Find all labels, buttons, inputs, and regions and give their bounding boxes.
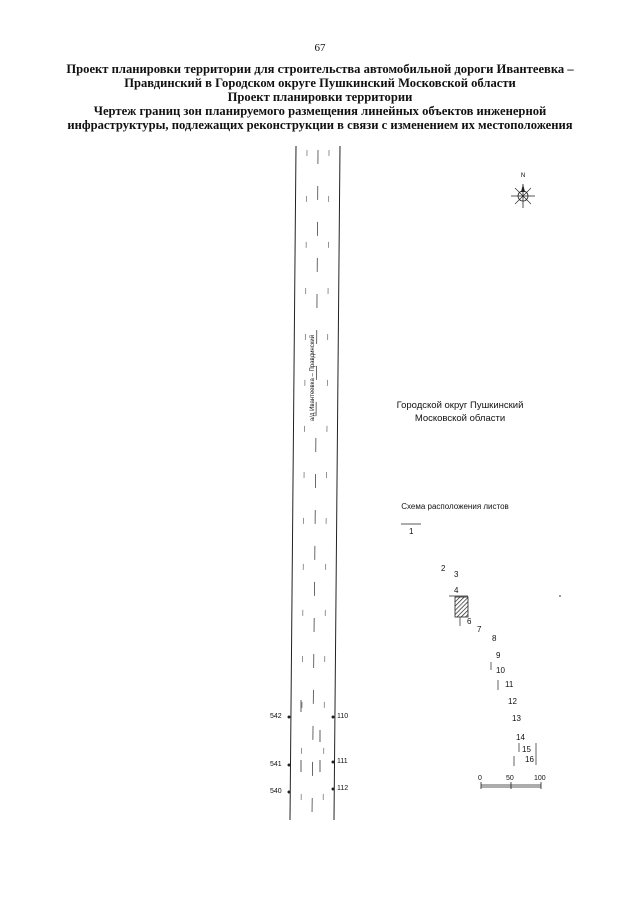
scheme-title: Схема расположения листов xyxy=(401,502,509,511)
current-sheet-hatch xyxy=(455,597,468,617)
sheet-number: 9 xyxy=(496,651,501,660)
picket-right: 111 xyxy=(337,758,348,765)
road-centre-line xyxy=(312,150,318,815)
scale-label: 0 xyxy=(478,775,482,782)
picket-dot xyxy=(288,716,291,719)
sheet-number: 3 xyxy=(454,570,459,579)
road-label: а/д Ивантеевка – Правдинский xyxy=(310,334,316,422)
sheet-number: 7 xyxy=(477,625,482,634)
district-label xyxy=(380,399,540,425)
title-line-2: Правдинский в Городском округе Пушкинский Московской области xyxy=(124,76,516,90)
picket-dot xyxy=(288,791,291,794)
sheet-number: 4 xyxy=(454,586,459,595)
sheet-number: 2 xyxy=(441,564,446,573)
scale-label: 50 xyxy=(506,775,514,782)
lane-dashes-right xyxy=(323,150,329,815)
title-line-5: инфраструктуры, подлежащих реконструкции в связи с изменением их местоположения xyxy=(67,118,573,132)
picket-dot xyxy=(288,764,291,767)
sheet-number: 13 xyxy=(512,714,521,723)
sheet-number: 11 xyxy=(505,680,514,689)
district-line-2: Московской области xyxy=(414,413,506,424)
picket-dot xyxy=(332,761,335,764)
scale-label: 100 xyxy=(534,775,546,782)
picket-dot xyxy=(332,716,335,719)
lane-dashes-left xyxy=(301,150,307,815)
scale-bar xyxy=(481,782,541,789)
sheet-number: 15 xyxy=(522,745,531,754)
sheet-number: 8 xyxy=(492,634,497,643)
picket-right: 110 xyxy=(337,713,349,720)
sheet-number: 1 xyxy=(409,527,414,536)
north-arrow-icon xyxy=(511,184,535,208)
picket-right: 112 xyxy=(337,785,349,792)
page-number: 67 xyxy=(314,42,326,54)
north-label: N xyxy=(520,173,526,179)
title-line-4: Чертеж границ зон планируемого размещения линейных объектов инженерной xyxy=(93,104,547,118)
sheet-number: 14 xyxy=(516,733,525,742)
sheet-number: 12 xyxy=(508,697,517,706)
picket-left: 541 xyxy=(270,761,282,768)
sheet-number: 10 xyxy=(496,666,505,675)
picket-left: 540 xyxy=(270,788,282,795)
road-left-edge xyxy=(290,146,296,820)
sheet-number: 16 xyxy=(525,755,534,764)
title-line-3: Проект планировки территории xyxy=(227,90,413,104)
district-line-1: Городской округ Пушкинский xyxy=(396,400,524,411)
picket-dot xyxy=(332,788,335,791)
title-line-1: Проект планировки территории для строительства автомобильной дороги Ивантеевка – xyxy=(66,62,574,76)
sheet-number: 6 xyxy=(467,617,472,626)
picket-left: 542 xyxy=(270,713,282,720)
